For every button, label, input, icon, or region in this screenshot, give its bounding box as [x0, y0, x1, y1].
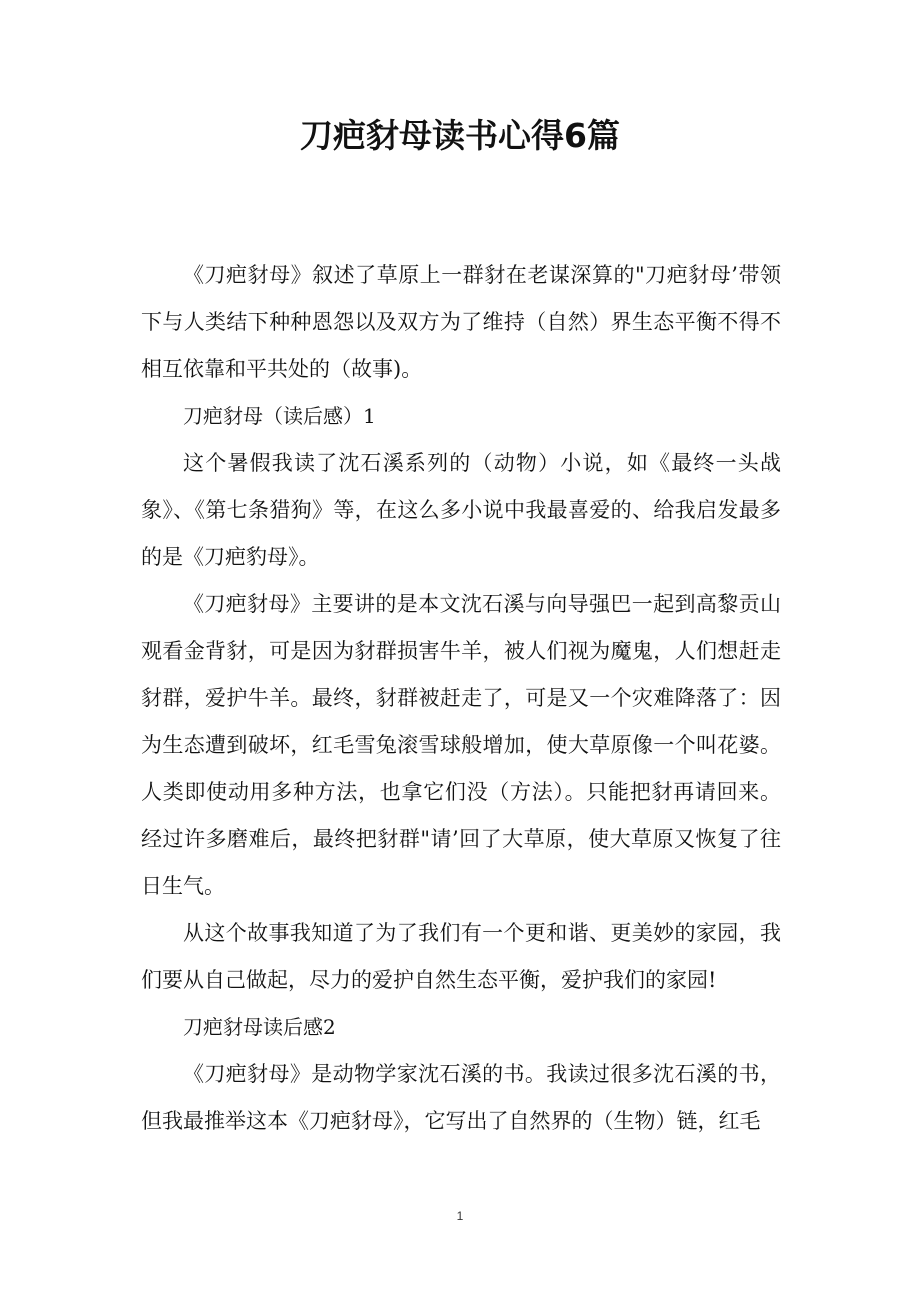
page-number: 1: [456, 1209, 464, 1223]
body-paragraph-4: 《刀疤豺母》是动物学家沈石溪的书。我读过很多沈石溪的书，但我最推举这本《刀疤豺母》，它写出了自然界的（生物）链，红毛: [141, 1062, 781, 1133]
body-paragraph-3: 从这个故事我知道了为了我们有一个更和谐、更美妙的家园，我们要从自己做起，尽力的爱护自然生态平衡，爱护我们的家园!: [141, 921, 781, 992]
document-body: [141, 252, 781, 1145]
intro-paragraph: 《刀疤豺母》叙述了草原上一群豺在老谋深算的"刀疤豺母’带领下与人类结下种种恩怨以及双方为了维持（自然）界生态平衡不得不相互依靠和平共处的（故事)。: [141, 263, 781, 381]
section-heading-2: 刀疤豺母读后感2: [183, 1015, 336, 1039]
document-title: 刀疤豺母读书心得6篇: [300, 116, 620, 155]
section-heading-1: 刀疤豺母（读后感）1: [183, 404, 376, 428]
body-paragraph-1: 这个暑假我读了沈石溪系列的（动物）小说，如《最终一头战象》、《第七条猎狗》等，在这么多小说中我最喜爱的、给我启发最多的是《刀疤豹母》。: [141, 451, 781, 569]
body-paragraph-2: 《刀疤豺母》主要讲的是本文沈石溪与向导强巴一起到高黎贡山观看金背豺，可是因为豺群损害牛羊，被人们视为魔鬼，人们想赶走豺群，爱护牛羊。最终，豺群被赶走了，可是又一个灾难降落了：因为生态遭到破坏，红毛雪兔滚雪球般增加，使大草原像一个叫花婆。人类即使动用多种方法，也拿它们没（方法）。只能把豺再请回来。经过许多磨难后，最终把豺群"请’回了大草原，使大草原又恢复了往日生气。: [141, 592, 781, 898]
